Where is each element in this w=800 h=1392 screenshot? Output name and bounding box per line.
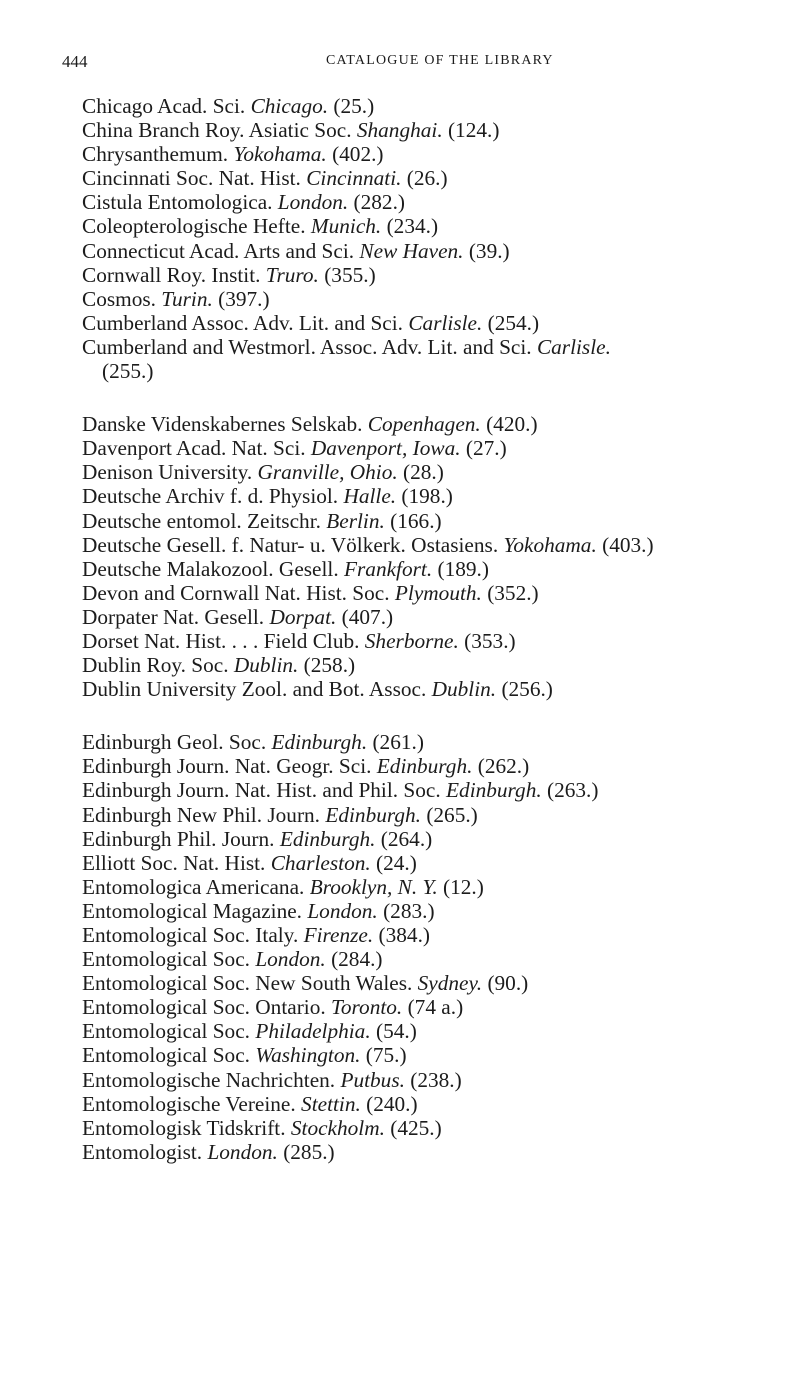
entry-place: Sherborne.	[364, 628, 459, 653]
entry-number: (355.)	[324, 262, 376, 287]
entry-title: Deutsche Archiv f. d. Physiol.	[82, 484, 339, 509]
entry-title: Entomological Soc. New South Wales.	[82, 971, 413, 996]
catalogue-entry	[82, 971, 782, 995]
catalogue-section	[82, 730, 782, 1164]
entry-title: Davenport Acad. Nat. Sci.	[82, 436, 306, 461]
running-head	[62, 52, 742, 82]
entry-title: Cumberland Assoc. Adv. Lit. and Sci.	[82, 310, 404, 335]
entry-number: (26.)	[406, 166, 448, 191]
entry-title: Edinburgh Journ. Nat. Geogr. Sci.	[82, 754, 372, 779]
catalogue-entry	[82, 629, 782, 653]
catalogue-entry	[82, 1092, 782, 1116]
entry-title: Dublin University Zool. and Bot. Assoc.	[82, 677, 427, 702]
entry-place: Cincinnati.	[306, 166, 402, 191]
catalogue-entry	[82, 1019, 782, 1043]
catalogue-section	[82, 94, 782, 383]
entry-number: (25.)	[333, 94, 375, 118]
catalogue-entry	[82, 1068, 782, 1092]
entry-title: Entomologist.	[82, 1139, 203, 1164]
catalogue-entry	[82, 214, 782, 238]
entry-place: Davenport, Iowa.	[310, 436, 461, 461]
entry-number: (402.)	[332, 142, 384, 167]
entry-number: (28.)	[403, 460, 444, 485]
entry-place: Berlin.	[326, 508, 385, 533]
entry-title: Entomological Soc.	[82, 947, 250, 972]
entry-title: Entomological Soc. Ontario.	[82, 995, 326, 1020]
catalogue-section	[82, 412, 782, 701]
entry-place: Edinburgh.	[376, 754, 473, 779]
entry-number: (263.)	[547, 778, 599, 803]
entry-number: (285.)	[283, 1139, 335, 1164]
catalogue-entry	[82, 311, 782, 335]
entry-place: Carlisle.	[536, 334, 611, 359]
catalogue-entry	[82, 827, 782, 851]
catalogue-entry	[82, 581, 782, 605]
catalogue-entry	[82, 1116, 782, 1140]
catalogue-entry-continuation	[82, 359, 782, 383]
entry-number: (234.)	[386, 214, 439, 239]
catalogue-entry	[82, 484, 782, 508]
catalogue-entry	[82, 947, 782, 971]
entry-title: Entomologische Vereine.	[82, 1091, 296, 1116]
entry-number: (264.)	[380, 826, 433, 851]
entry-place: Washington.	[255, 1043, 361, 1068]
entry-title: Connecticut Acad. Arts and Sci.	[82, 238, 355, 263]
catalogue-entry	[82, 778, 782, 802]
entry-title: Entomologica Americana.	[82, 874, 305, 899]
entry-title: Edinburgh Phil. Journ.	[82, 826, 275, 851]
entry-place: Dublin.	[431, 677, 497, 702]
entry-number: (27.)	[465, 436, 507, 461]
entry-place: Edinburgh.	[279, 826, 376, 851]
entry-place: Firenze.	[303, 923, 374, 947]
entry-place: Philadelphia.	[255, 1019, 371, 1044]
entry-place: London.	[307, 898, 378, 923]
entry-number: (74 a.)	[407, 995, 464, 1020]
entry-number: (256.)	[501, 677, 553, 702]
entry-number: (238.)	[410, 1067, 462, 1092]
entry-title: Denison University.	[82, 460, 253, 485]
entry-title: Chicago Acad. Sci.	[82, 94, 246, 118]
entry-title: Danske Videnskabernes Selskab.	[82, 412, 363, 437]
catalogue-entry	[82, 533, 782, 557]
catalogue-entry	[82, 995, 782, 1019]
entry-place: Edinburgh.	[446, 778, 542, 803]
entry-number: (403.)	[602, 532, 654, 557]
entry-number: (54.)	[376, 1019, 417, 1044]
entry-title: Edinburgh Journ. Nat. Hist. and Phil. Soc.	[82, 778, 441, 803]
entry-title: Cosmos.	[82, 286, 156, 311]
entry-title: Deutsche entomol. Zeitschr.	[82, 508, 321, 533]
entry-number: (407.)	[341, 604, 394, 629]
entry-title: Dublin Roy. Soc.	[82, 653, 229, 678]
entry-place: London.	[255, 947, 326, 972]
entry-number: (12.)	[443, 874, 484, 899]
entry-number: (189.)	[437, 556, 489, 581]
entry-place: Yokohama.	[233, 142, 327, 167]
entry-title: Devon and Cornwall Nat. Hist. Soc.	[82, 580, 390, 605]
entry-place: Plymouth.	[394, 580, 482, 605]
catalogue-entry	[82, 851, 782, 875]
entry-number: (255.)	[102, 359, 154, 384]
catalogue-entry	[82, 142, 782, 166]
entry-place: London.	[207, 1139, 278, 1164]
catalogue-entry	[82, 754, 782, 778]
entry-place: Charleston.	[270, 850, 371, 875]
entry-place: Stettin.	[301, 1091, 361, 1116]
catalogue-entry	[82, 1043, 782, 1067]
catalogue-entry	[82, 509, 782, 533]
entry-place: New Haven.	[359, 238, 464, 263]
entry-title: Entomological Soc.	[82, 1019, 250, 1044]
catalogue-entries	[82, 94, 782, 1164]
entry-number: (420.)	[486, 412, 538, 437]
entry-place: Stockholm.	[290, 1115, 385, 1140]
catalogue-entry	[82, 460, 782, 484]
entry-title: Deutsche Gesell. f. Natur- u. Völkerk. Ostasiens.	[82, 532, 499, 557]
entry-place: Frankfort.	[344, 556, 433, 581]
entry-place: Sydney.	[417, 971, 483, 996]
catalogue-entry	[82, 263, 782, 287]
entry-place: Edinburgh.	[325, 802, 421, 827]
entry-place: Munich.	[310, 214, 382, 239]
catalogue-entry	[82, 803, 782, 827]
entry-title: Entomologisk Tidskrift.	[82, 1115, 286, 1140]
entry-number: (265.)	[426, 802, 478, 827]
catalogue-entry	[82, 335, 782, 359]
entry-place: Truro.	[265, 262, 319, 287]
entry-title: Elliott Soc. Nat. Hist.	[82, 850, 266, 875]
entry-place: Toronto.	[331, 995, 403, 1020]
catalogue-entry	[82, 190, 782, 214]
catalogue-entry	[82, 118, 782, 142]
entry-title: Deutsche Malakozool. Gesell.	[82, 556, 339, 581]
entry-place: Chicago.	[250, 94, 329, 118]
entry-title: Edinburgh New Phil. Journ.	[82, 802, 321, 827]
catalogue-entry	[82, 239, 782, 263]
entry-place: London.	[277, 190, 349, 215]
entry-title: Chrysanthemum.	[82, 142, 229, 167]
entry-number: (240.)	[366, 1091, 418, 1116]
entry-place: Copenhagen.	[367, 412, 481, 437]
entry-number: (75.)	[365, 1043, 407, 1068]
entry-number: (384.)	[378, 923, 430, 947]
entry-title: Dorpater Nat. Gesell.	[82, 604, 265, 629]
catalogue-entry	[82, 875, 782, 899]
entry-number: (166.)	[390, 508, 442, 533]
entry-number: (425.)	[390, 1115, 442, 1140]
entry-place: Yokohama.	[503, 532, 597, 557]
header-title: CATALOGUE OF THE LIBRARY	[326, 53, 554, 68]
entry-place: Dorpat.	[269, 604, 337, 629]
entry-number: (258.)	[303, 653, 356, 678]
entry-place: Brooklyn, N. Y.	[309, 874, 438, 899]
entry-number: (262.)	[477, 754, 530, 779]
entry-place: Carlisle.	[408, 310, 483, 335]
catalogue-entry	[82, 653, 782, 677]
entry-title: China Branch Roy. Asiatic Soc.	[82, 118, 352, 143]
entry-title: Cincinnati Soc. Nat. Hist.	[82, 166, 301, 191]
entry-title: Edinburgh Geol. Soc.	[82, 730, 267, 755]
entry-number: (352.)	[487, 580, 539, 605]
entry-number: (24.)	[376, 850, 417, 875]
catalogue-entry	[82, 94, 782, 118]
catalogue-entry	[82, 677, 782, 701]
catalogue-entry	[82, 436, 782, 460]
entry-place: Granville, Ohio.	[257, 460, 398, 485]
entry-place: Edinburgh.	[271, 730, 368, 755]
entry-number: (39.)	[468, 238, 510, 263]
entry-title: Entomological Soc. Italy.	[82, 923, 299, 947]
catalogue-entry	[82, 899, 782, 923]
catalogue-entry	[82, 287, 782, 311]
entry-place: Shanghai.	[356, 118, 443, 143]
catalogue-entry	[82, 730, 782, 754]
entry-title: Cumberland and Westmorl. Assoc. Adv. Lit. and Sci.	[82, 334, 532, 359]
entry-number: (353.)	[464, 628, 516, 653]
entry-number: (124.)	[447, 118, 500, 143]
entry-place: Halle.	[343, 484, 397, 509]
entry-number: (261.)	[372, 730, 424, 755]
page-number: 444	[62, 52, 88, 71]
entry-number: (90.)	[487, 971, 529, 996]
entry-number: (283.)	[383, 898, 435, 923]
entry-number: (198.)	[401, 484, 453, 509]
entry-title: Dorset Nat. Hist. . . . Field Club.	[82, 628, 360, 653]
catalogue-entry	[82, 166, 782, 190]
entry-place: Dublin.	[233, 653, 299, 678]
entry-title: Entomological Soc.	[82, 1043, 250, 1068]
catalogue-entry	[82, 412, 782, 436]
catalogue-entry	[82, 1140, 782, 1164]
entry-number: (254.)	[487, 310, 540, 335]
entry-title: Cornwall Roy. Instit.	[82, 262, 261, 287]
entry-place: Turin.	[161, 286, 213, 311]
entry-number: (282.)	[353, 190, 406, 215]
entry-number: (397.)	[218, 286, 270, 311]
catalogue-entry	[82, 605, 782, 629]
entry-number: (284.)	[331, 947, 383, 972]
entry-title: Entomological Magazine.	[82, 898, 302, 923]
entry-title: Entomologische Nachrichten.	[82, 1067, 336, 1092]
catalogue-entry	[82, 557, 782, 581]
catalogue-entry	[82, 923, 782, 947]
entry-title: Cistula Entomologica.	[82, 190, 273, 215]
entry-place: Putbus.	[340, 1067, 405, 1092]
entry-title: Coleopterologische Hefte.	[82, 214, 306, 239]
